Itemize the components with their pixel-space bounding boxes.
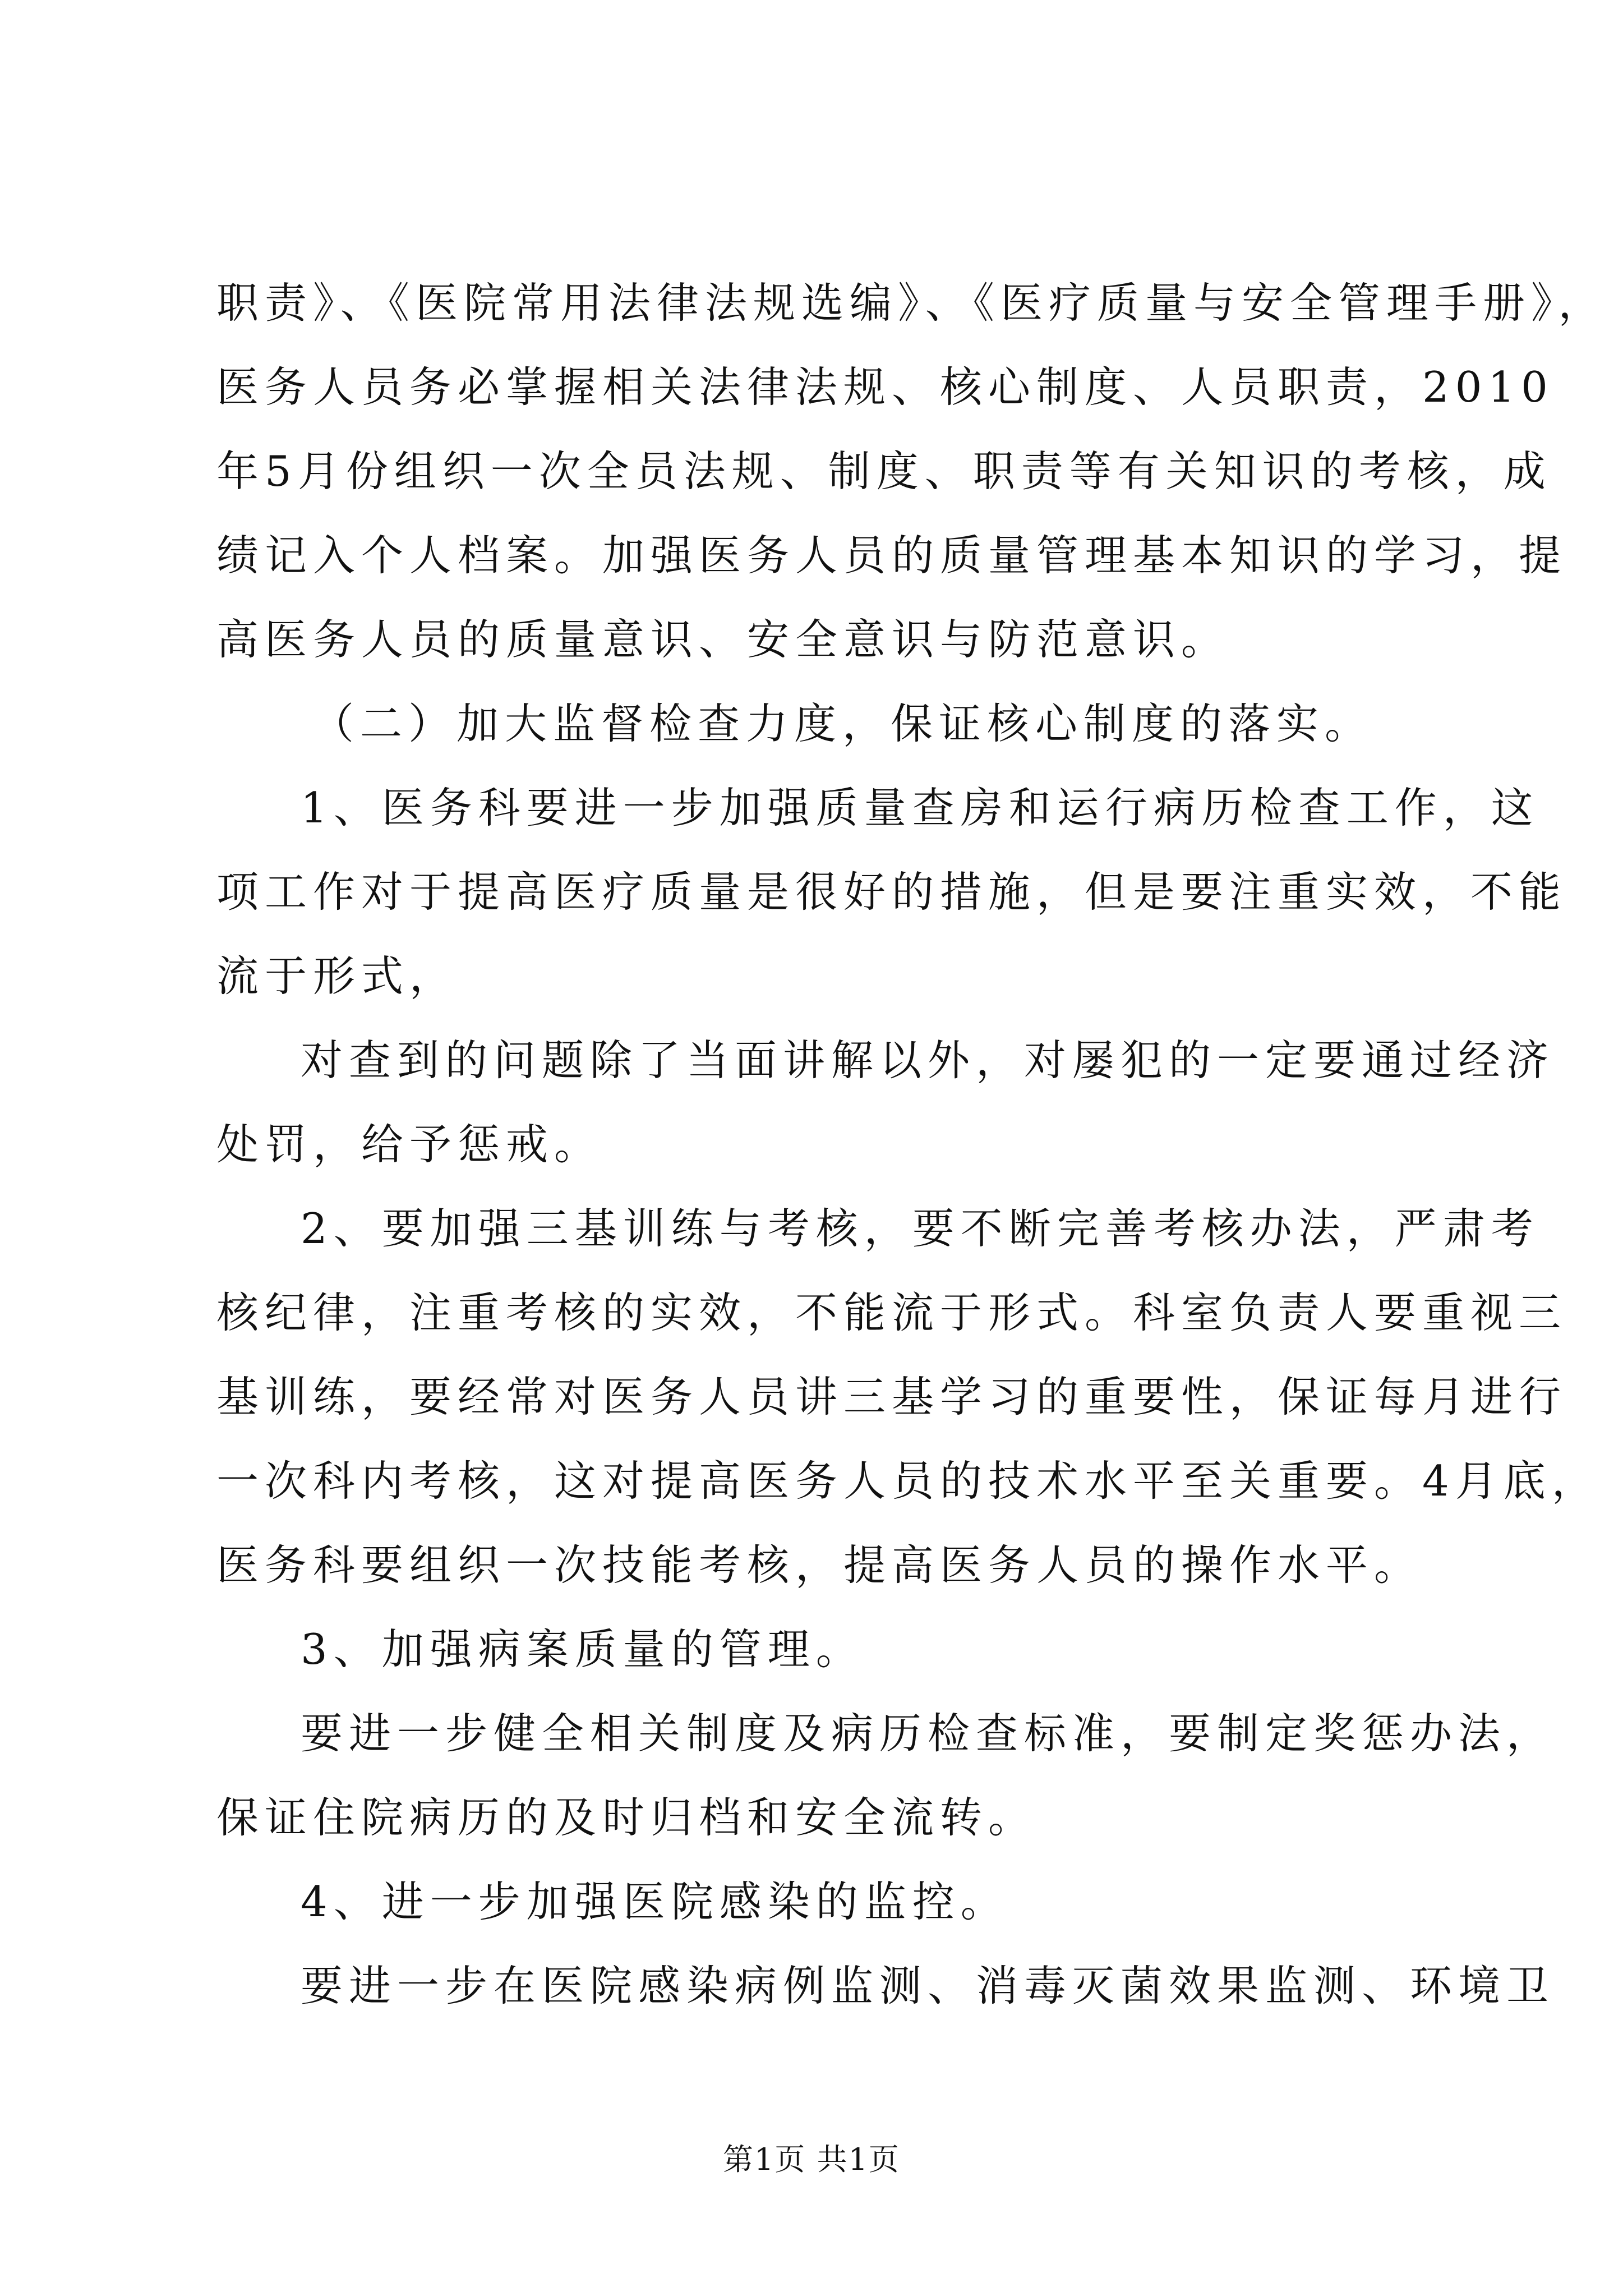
body-line: 要进一步在医院感染病例监测、消毒灭菌效果监测、环境卫 <box>301 1961 1555 2010</box>
body-line: 医务科要组织一次技能考核，提高医务人员的操作水平。 <box>216 1540 1423 1590</box>
body-line: 处罚，给予惩戒。 <box>216 1120 603 1169</box>
body-line: 一次科内考核，这对提高医务人员的技术水平至关重要。4月底， <box>216 1456 1600 1506</box>
body-line: 2、要加强三基训练与考核，要不断完善考核办法，严肃考 <box>301 1204 1539 1253</box>
body-line: 要进一步健全相关制度及病历检查标准，要制定奖惩办法， <box>301 1709 1555 1758</box>
body-line: 高医务人员的质量意识、安全意识与防范意识。 <box>216 615 1230 664</box>
body-line: 绩记入个人档案。加强医务人员的质量管理基本知识的学习，提 <box>216 531 1567 580</box>
body-line: 年5月份组织一次全员法规、制度、职责等有关知识的考核，成 <box>216 447 1552 496</box>
body-line: 保证住院病历的及时归档和安全流转。 <box>216 1793 1037 1842</box>
page-footer <box>0 2140 1623 2179</box>
page-number: 第1页 共1页 <box>723 2142 900 2177</box>
body-line: 职责》、《医院常用法律法规选编》、《医疗质量与安全管理手册》， <box>216 278 1607 328</box>
body-line: 4、进一步加强医院感染的监控。 <box>301 1877 1009 1926</box>
document-body <box>216 261 1607 2028</box>
body-line: 1、医务科要进一步加强质量查房和运行病历检查工作，这 <box>301 783 1539 832</box>
body-line: 基训练，要经常对医务人员讲三基学习的重要性，保证每月进行 <box>216 1372 1567 1421</box>
body-line: 医务人员务必掌握相关法律法规、核心制度、人员职责，2010 <box>216 362 1554 412</box>
body-line: 核纪律，注重考核的实效，不能流于形式。科室负责人要重视三 <box>216 1288 1567 1337</box>
body-line: 对查到的问题除了当面讲解以外，对屡犯的一定要通过经济 <box>301 1036 1555 1085</box>
section-heading: （二）加大监督检查力度，保证核心制度的落实。 <box>312 699 1373 748</box>
body-line: 3、加强病案质量的管理。 <box>301 1625 864 1674</box>
body-line: 项工作对于提高医疗质量是很好的措施，但是要注重实效，不能 <box>216 867 1567 917</box>
body-line: 流于形式， <box>216 951 458 1001</box>
